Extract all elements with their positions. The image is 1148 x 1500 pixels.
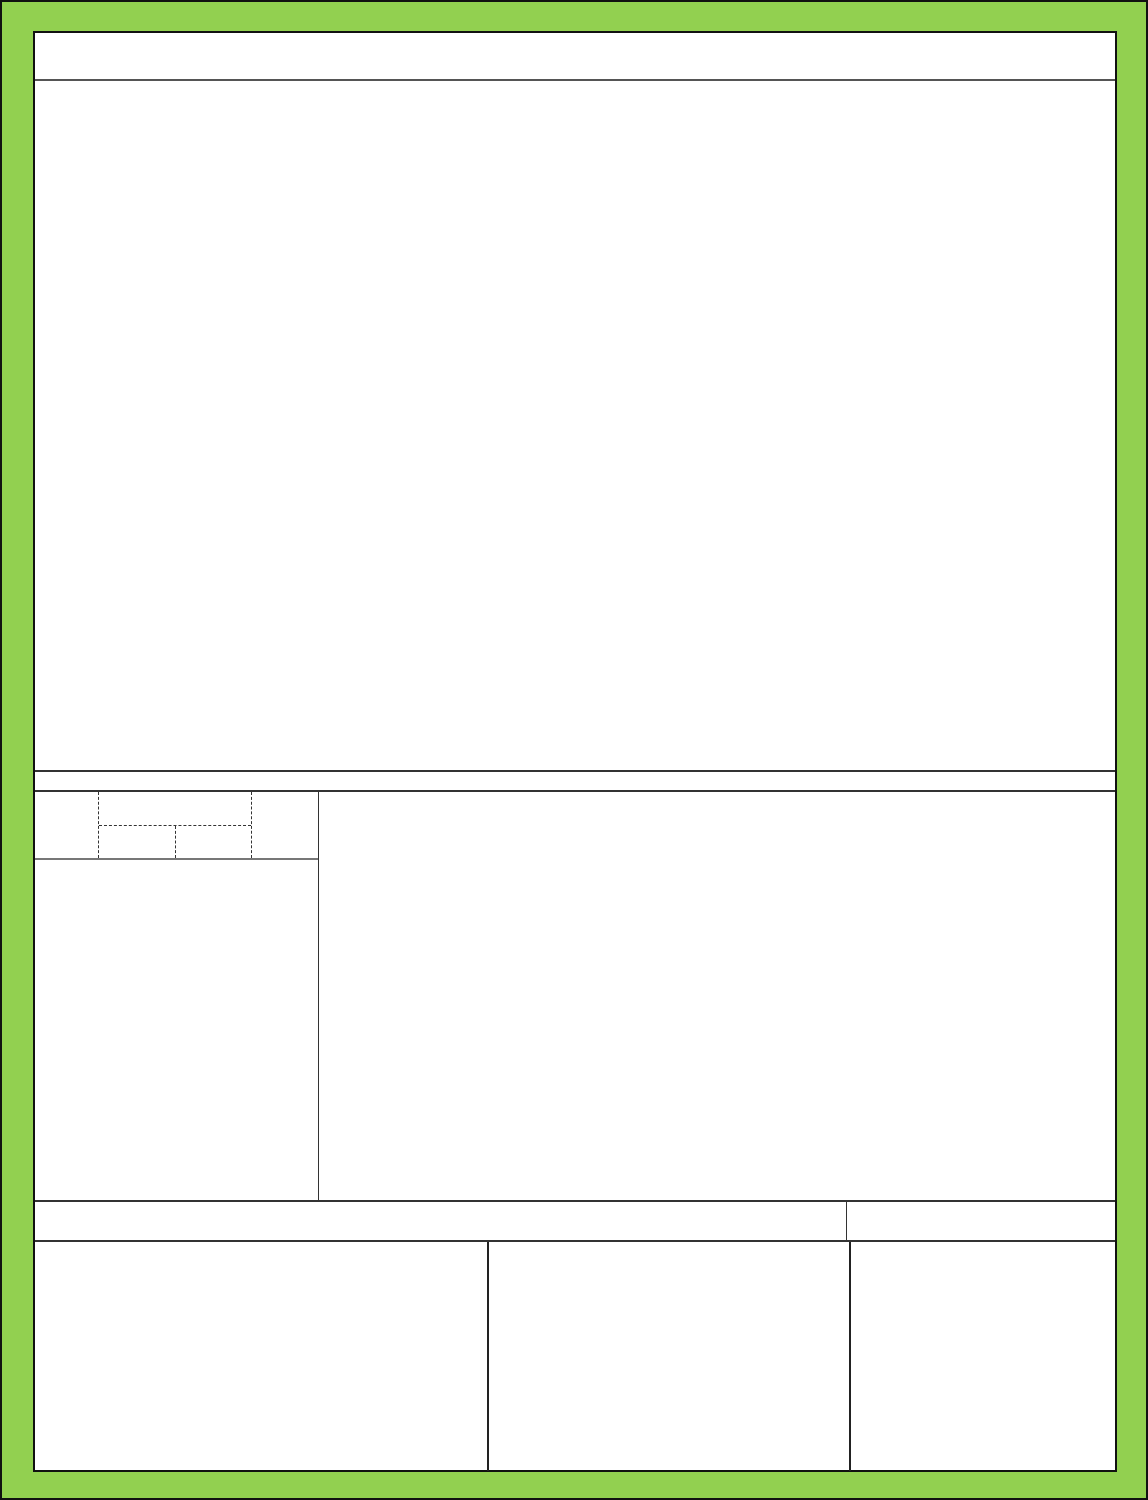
missing-limit-table (851, 1242, 1115, 1471)
zodiac-header (35, 792, 99, 858)
stats-sheet (33, 31, 1117, 1472)
zodiac-codes-left (35, 1242, 489, 1471)
zodiac-codes-right (489, 1242, 851, 1471)
before-header (99, 826, 176, 858)
zodiac-count-header (35, 792, 318, 860)
recent-header (252, 792, 318, 858)
draw-records-area (35, 81, 1115, 770)
note-row (35, 1202, 1115, 1242)
count-title (99, 792, 251, 826)
page-title (35, 33, 1115, 81)
frequency-table (319, 792, 1115, 1200)
spacer-row (35, 770, 1115, 792)
zodiac-count-table (35, 792, 319, 1200)
zodiac-code-area (35, 1242, 1115, 1471)
missing-limit-title (847, 1202, 1115, 1240)
stats-area (35, 792, 1115, 1202)
note-text (35, 1202, 847, 1240)
count-header (99, 792, 252, 858)
after-header (176, 826, 252, 858)
